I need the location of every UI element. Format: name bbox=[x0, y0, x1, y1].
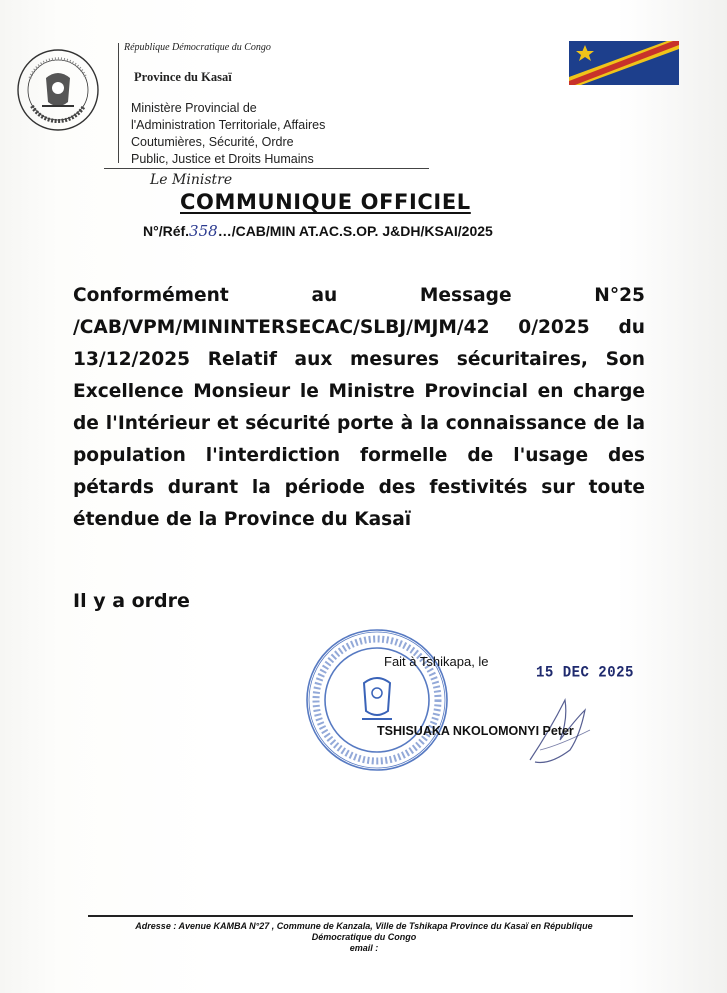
ministry-line: Public, Justice et Droits Humains bbox=[131, 152, 314, 166]
email-line: email : bbox=[349, 943, 379, 953]
footer-divider bbox=[88, 915, 633, 917]
address-line: Adresse : Avenue KAMBA N°27 , Commune de Kanzala, Ville de Tshikapa Province du Kasaï en République bbox=[135, 921, 593, 931]
drc-flag-icon bbox=[569, 41, 679, 85]
official-stamp-icon bbox=[302, 625, 452, 775]
province-name: Province du Kasaï bbox=[134, 70, 232, 84]
reference-prefix: N°/Réf. bbox=[143, 223, 190, 239]
government-seal-icon bbox=[16, 48, 100, 132]
place-label: Fait à Tshikapa, le bbox=[384, 654, 489, 669]
reference-suffix: …/CAB/MIN AT.AC.S.OP. J&DH/KSAI/2025 bbox=[217, 223, 493, 239]
reference-number bbox=[143, 222, 493, 240]
address-line: Démocratique du Congo bbox=[311, 932, 417, 942]
date-stamp: 15 DEC 2025 bbox=[536, 663, 634, 683]
republic-line: République Démocratique du Congo bbox=[124, 42, 271, 53]
document-title: COMMUNIQUE OFFICIEL bbox=[180, 190, 471, 214]
ministry-line: Ministère Provincial de bbox=[131, 101, 257, 115]
closing-statement: Il y a ordre bbox=[73, 590, 190, 612]
ministry-line: Coutumières, Sécurité, Ordre bbox=[131, 135, 294, 149]
ministry-line: l'Administration Territoriale, Affaires bbox=[131, 118, 326, 132]
header-vertical-divider bbox=[118, 43, 119, 163]
handwritten-number: 358 bbox=[189, 222, 218, 240]
le-ministre-label: Le Ministre bbox=[150, 172, 233, 188]
header-horizontal-divider bbox=[104, 168, 429, 169]
footer-address bbox=[86, 921, 642, 954]
communique-body: Conformément au Message N°25 /CAB/VPM/MININTERSECAC/SLBJ/MJM/42 0/2025 du 13/12/2025 Relatif aux mesures sécuritaires, Son Excellence Monsieur le Ministre Provincial en charge de l'Intérieur et sécurité porte à la connaissance de la population l'interdiction formelle de l'usage des pétards durant la période des festivités sur toute étendue de la Province du Kasaï bbox=[73, 285, 645, 530]
ministry-name bbox=[131, 100, 371, 168]
signer-name: TSHISUAKA NKOLOMONYI Peter bbox=[377, 724, 574, 738]
